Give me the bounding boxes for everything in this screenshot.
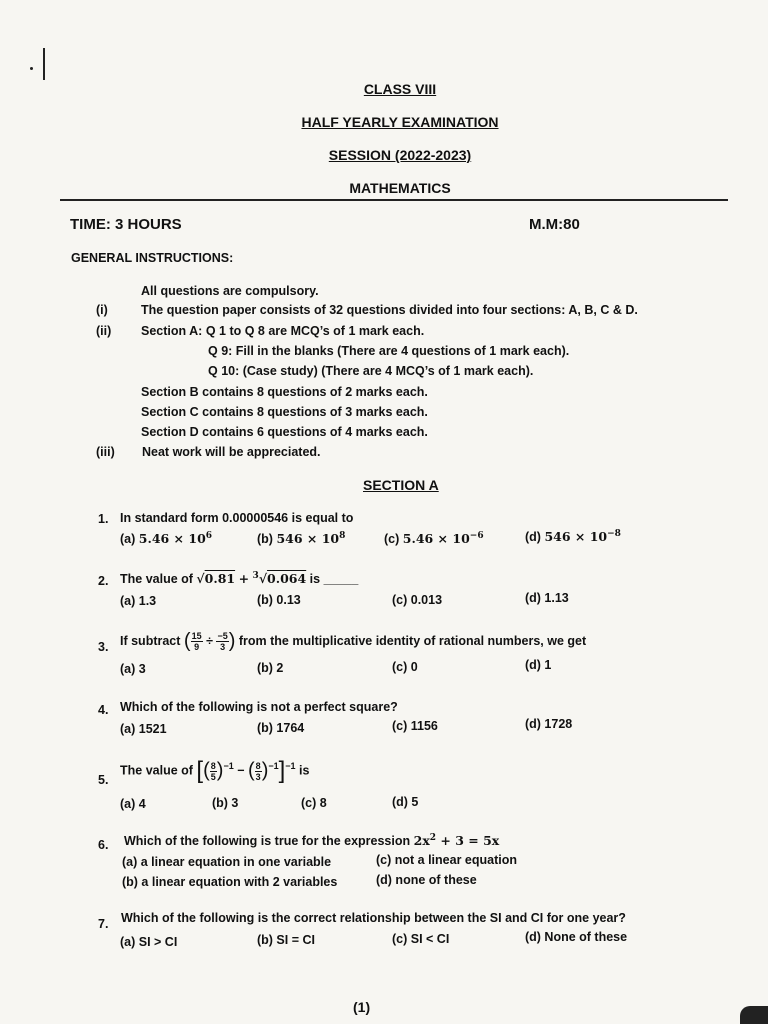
fraction: $\frac{8}{5}$ <box>210 760 216 782</box>
sqrt-argument: 0.81 <box>204 571 236 587</box>
option-a: (a) a linear equation in one variable <box>122 855 332 869</box>
instruction-line: Section B contains 8 questions of 2 marks each. <box>141 385 428 399</box>
option-b: (b) SI = CI <box>257 933 315 947</box>
question-tail: from the multiplicative identity of rational numbers, we get <box>238 633 587 648</box>
option-value: 546 × 10 <box>544 529 608 545</box>
question-number: 7. <box>98 917 109 931</box>
question-text <box>124 833 499 848</box>
scan-dot <box>30 67 33 70</box>
option-value: 5.46 × 10 <box>402 531 470 547</box>
option-d <box>525 529 621 544</box>
question-tail: is _____ <box>309 572 359 587</box>
question-tail: is <box>299 763 310 778</box>
question-number: 1. <box>98 512 109 526</box>
option-a: (a) 3 <box>120 662 146 676</box>
exam-title: HALF YEARLY EXAMINATION <box>301 114 499 130</box>
question-text: If subtract ( $\frac{15}{9}$ ÷ $\frac{-5}{3}$ ) from the multiplicative identity of rational numbers, we get <box>120 630 587 652</box>
option-a: (a) 1521 <box>120 722 167 736</box>
instruction-number: (i) <box>96 303 108 317</box>
option-exponent: −8 <box>607 529 621 539</box>
header-rule <box>60 199 728 201</box>
option-a: (a) 1.3 <box>120 594 157 608</box>
question-text: The value of [( $\frac{8}{5}$ )$^{-1}$ − ( $\frac{8}{3}$ )$^{-1}$]$^{-1}$ is <box>120 757 310 784</box>
option-b: (b) 3 <box>212 796 239 810</box>
option-c: (c) SI < CI <box>392 932 450 946</box>
question-lead: If subtract <box>120 633 181 648</box>
page-number: (1) <box>353 999 371 1015</box>
cbrt-argument: 0.064 <box>267 571 307 587</box>
option-label: (d) <box>525 530 541 545</box>
option-d: (d) 5 <box>392 795 419 809</box>
fraction: $\frac{8}{3}$ <box>255 760 261 782</box>
question-text: Which of the following is the correct relationship between the SI and CI for one year? <box>121 911 626 925</box>
option-value: 546 × 10 <box>276 531 340 547</box>
instruction-number: (ii) <box>96 324 112 338</box>
plus-sign: + <box>238 571 250 587</box>
instruction-line: The question paper consists of 32 questions divided into four sections: A, B, C & D. <box>141 303 638 317</box>
option-b: (b) 2 <box>257 661 284 675</box>
option-a <box>120 531 212 546</box>
divide-sign: ÷ <box>206 633 213 648</box>
section-title: SECTION A <box>363 477 439 493</box>
sqrt-expression: √0.81 <box>196 571 236 587</box>
instruction-line: Section D contains 6 questions of 4 marks each. <box>141 425 428 439</box>
instruction-line: All questions are compulsory. <box>141 284 319 298</box>
option-c: (c) not a linear equation <box>376 853 517 867</box>
option-exponent: −6 <box>469 531 484 541</box>
time-label: TIME: 3 HOURS <box>70 216 182 233</box>
option-label: (a) <box>120 532 136 547</box>
corner-mark <box>740 1006 768 1024</box>
option-d: (d) None of these <box>525 930 628 944</box>
question-lead: The value of <box>120 763 193 778</box>
exponent: −1 <box>285 761 296 772</box>
instruction-line: Section C contains 8 questions of 3 marks each. <box>141 405 428 419</box>
option-d: (d) 1 <box>525 658 552 672</box>
option-a: (a) SI > CI <box>120 935 178 949</box>
scan-mark <box>43 48 45 80</box>
question-number: 5. <box>98 773 109 787</box>
question-text: Which of the following is not a perfect square? <box>120 700 398 714</box>
option-b <box>257 531 345 546</box>
option-label: (c) <box>384 532 400 547</box>
max-marks: M.M:80 <box>529 216 580 233</box>
option-c <box>384 531 484 546</box>
question-lead: The value of <box>120 572 193 587</box>
question-number: 2. <box>98 574 109 588</box>
option-c: (c) 8 <box>301 796 327 810</box>
cbrt-index: 3 <box>252 571 259 581</box>
question-text: In standard form 0.00000546 is equal to <box>120 511 354 525</box>
option-c: (c) 1156 <box>392 719 438 733</box>
question-number: 4. <box>98 703 109 717</box>
subject-title: MATHEMATICS <box>349 180 451 196</box>
option-d: (d) 1.13 <box>525 591 569 605</box>
option-exponent: 8 <box>339 531 346 541</box>
option-c: (c) 0 <box>392 660 418 674</box>
option-exponent: 6 <box>205 531 213 541</box>
exponent: −1 <box>223 761 234 772</box>
instruction-line: Section A: Q 1 to Q 8 are MCQ’s of 1 mark each. <box>141 324 425 338</box>
fraction: $\frac{15}{9}$ <box>191 631 202 652</box>
instruction-subline: Q 10: (Case study) (There are 4 MCQ’s of 1 mark each). <box>208 364 534 378</box>
option-a: (a) 4 <box>120 797 146 811</box>
option-b: (b) 1764 <box>257 721 305 735</box>
session-title: SESSION (2022-2023) <box>328 147 472 163</box>
instruction-number: (iii) <box>96 445 115 459</box>
cbrt-expression: $^3$√0.064 <box>252 571 307 587</box>
option-d: (d) 1728 <box>525 717 573 731</box>
option-value: 5.46 × 10 <box>138 531 206 547</box>
option-b: (b) a linear equation with 2 variables <box>122 875 338 889</box>
question-lead: Which of the following is true for the expression <box>124 834 411 849</box>
fraction: $\frac{-5}{3}$ <box>217 631 228 652</box>
option-b: (b) 0.13 <box>257 593 301 607</box>
question-number: 3. <box>98 640 109 654</box>
question-text <box>120 571 358 586</box>
option-c: (c) 0.013 <box>392 593 443 607</box>
instructions-heading: GENERAL INSTRUCTIONS: <box>71 251 234 265</box>
exponent: −1 <box>268 761 279 772</box>
minus-sign: − <box>237 763 245 778</box>
instruction-subline: Q 9: Fill in the blanks (There are 4 questions of 1 mark each). <box>208 344 570 358</box>
question-number: 6. <box>98 838 109 852</box>
option-d: (d) none of these <box>376 873 477 887</box>
instruction-line: Neat work will be appreciated. <box>142 445 321 459</box>
expression: $2x^2 + 3 = 5x$ <box>413 833 500 849</box>
option-label: (b) <box>257 532 273 547</box>
class-title: CLASS VIII <box>363 81 437 97</box>
